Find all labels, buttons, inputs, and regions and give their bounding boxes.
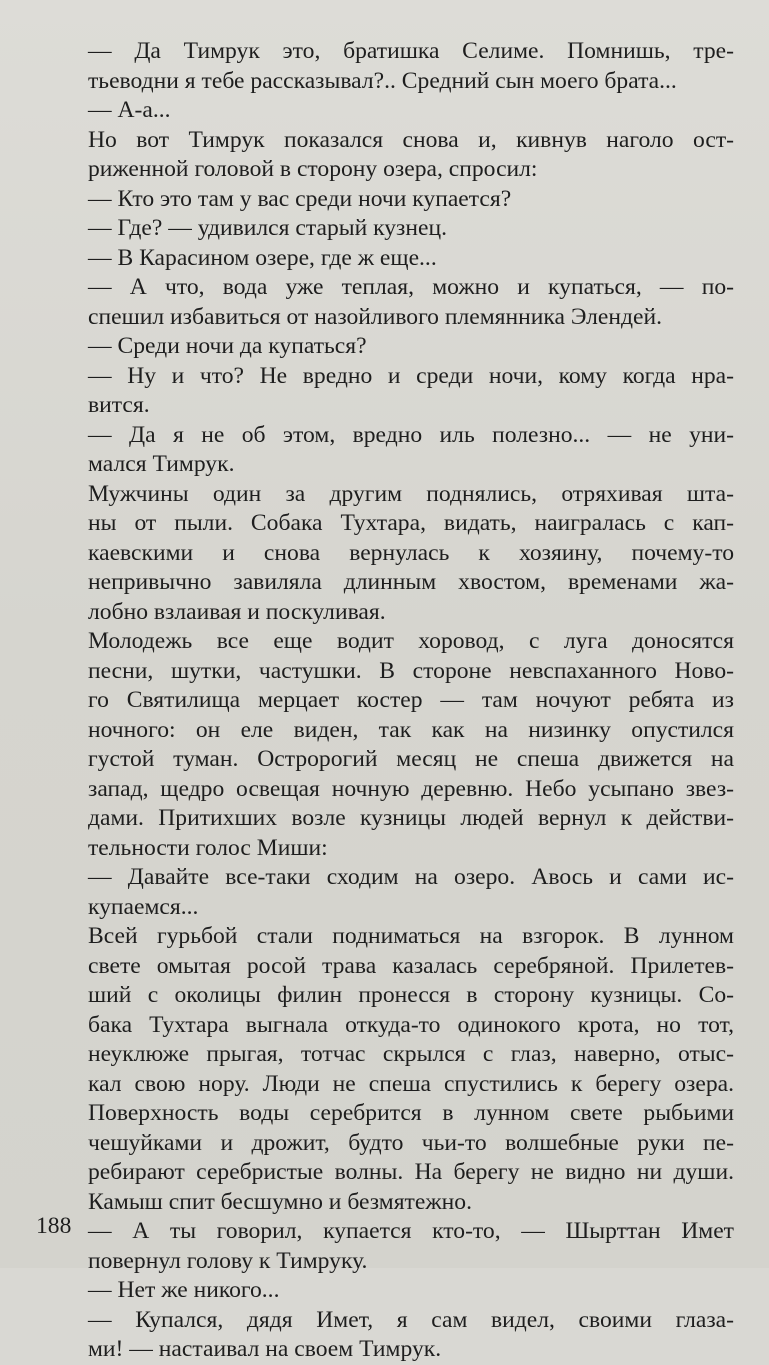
text-line: ми! — настаивал на своем Тимрук.	[88, 1336, 442, 1362]
paragraph	[88, 96, 734, 126]
text-line: — Да я не об этом, вредно иль полезно... — не уни-	[88, 421, 734, 448]
text-line: — Давайте все-таки сходим на озеро. Авось и сами ис-	[88, 864, 734, 890]
paragraph	[88, 922, 734, 1217]
body-text	[88, 37, 734, 1365]
text-line: риженной головой в сторону озера, спросил:	[88, 156, 538, 182]
paragraph	[88, 273, 734, 332]
text-line: свете омытая росой трава казалась серебряной. Прилетев-	[88, 952, 734, 979]
text-line: чешуйками и дрожит, будто чьи-то волшебные руки пе-	[88, 1129, 734, 1156]
paragraph	[88, 1217, 734, 1276]
page-number: 188	[36, 1213, 72, 1239]
text-line: ны от пыли. Собака Тухтара, видать, наигралась с кап-	[88, 510, 734, 536]
text-line: Поверхность воды серебрится в лунном свете рыбьими	[88, 1100, 734, 1126]
text-line: — Ну и что? Не вредно и среди ночи, кому когда нра-	[88, 362, 734, 389]
text-line: бака Тухтара выгнала откуда-то одинокого крота, но тот,	[88, 1011, 734, 1038]
text-line: непривычно завиляла длинным хвостом, временами жа-	[88, 569, 734, 595]
paragraph	[88, 214, 734, 244]
paragraph	[88, 1306, 734, 1365]
text-line: кал свою нору. Люди не спеша спустились к берегу озера.	[88, 1070, 734, 1097]
text-line: — Купался, дядя Имет, я сам видел, своими глаза-	[88, 1306, 734, 1333]
text-line: го Святилища мерцает костер — там ночуют ребята из	[88, 687, 734, 713]
paragraph	[88, 37, 734, 96]
paragraph	[88, 362, 734, 421]
text-line: — А что, вода уже теплая, можно и купаться, — по-	[88, 274, 734, 300]
text-line: Молодежь все еще водит хоровод, с луга доносятся	[88, 628, 734, 654]
text-line: неуклюже прыгая, тотчас скрылся с глаз, наверно, отыс-	[88, 1041, 734, 1067]
text-line: — Среди ночи да купаться?	[88, 333, 367, 359]
text-line: тьеводни я тебе рассказывал?.. Средний сын моего брата...	[88, 67, 677, 94]
text-line: — Нет же никого...	[88, 1277, 280, 1303]
text-line: густой туман. Остророгий месяц не спеша движется на	[88, 746, 734, 772]
text-line: — В Карасином озере, где ж еще...	[88, 244, 437, 271]
text-line: дами. Притихших возле кузницы людей вернул к действи-	[88, 805, 734, 831]
text-line: запад, щедро освещая ночную деревню. Небо усыпано звез-	[88, 775, 734, 802]
text-line: ребирают серебристые волны. На берегу не видно ни души.	[88, 1159, 734, 1185]
text-line: мался Тимрук.	[88, 451, 235, 477]
text-line: — А ты говорил, купается кто-то, — Шырттан Имет	[88, 1218, 734, 1244]
text-line: ночного: он еле виден, так как на низинку опустился	[88, 716, 734, 743]
text-line: Камыш спит бесшумно и безмятежно.	[88, 1188, 472, 1215]
paragraph	[88, 863, 734, 922]
text-line: лобно взлаивая и поскуливая.	[88, 598, 386, 625]
text-line: — Да Тимрук это, братишка Селиме. Помнишь, тре-	[88, 38, 734, 64]
text-line: Мужчины один за другим поднялись, отряхивая шта-	[88, 480, 734, 507]
paragraph	[88, 185, 734, 215]
text-line: купаемся...	[88, 893, 199, 920]
text-line: песни, шутки, частушки. В стороне невспаханного Ново-	[88, 657, 734, 684]
text-line: повернул голову к Тимруку.	[88, 1247, 368, 1274]
paragraph	[88, 480, 734, 628]
paragraph	[88, 1276, 734, 1306]
text-line: каевскими и снова вернулась к хозяину, почему-то	[88, 539, 734, 566]
paragraph	[88, 126, 734, 185]
paragraph	[88, 627, 734, 863]
text-line: Всей гурьбой стали подниматься на взгорок. В лунном	[88, 923, 734, 949]
text-line: Но вот Тимрук показался снова и, кивнув наголо ост-	[88, 126, 734, 153]
text-line: ший с околицы филин пронесся в сторону кузницы. Со-	[88, 982, 734, 1008]
text-line: вится.	[88, 392, 150, 418]
text-line: — Где? — удивился старый кузнец.	[88, 215, 447, 241]
paragraph	[88, 244, 734, 274]
paragraph	[88, 332, 734, 362]
paragraph	[88, 421, 734, 480]
text-line: спешил избавиться от назойливого племянника Элендей.	[88, 303, 663, 330]
text-line: — Кто это там у вас среди ночи купается?	[88, 185, 512, 212]
text-line: — А-а...	[88, 97, 171, 123]
text-line: тельности голос Миши:	[88, 834, 328, 861]
